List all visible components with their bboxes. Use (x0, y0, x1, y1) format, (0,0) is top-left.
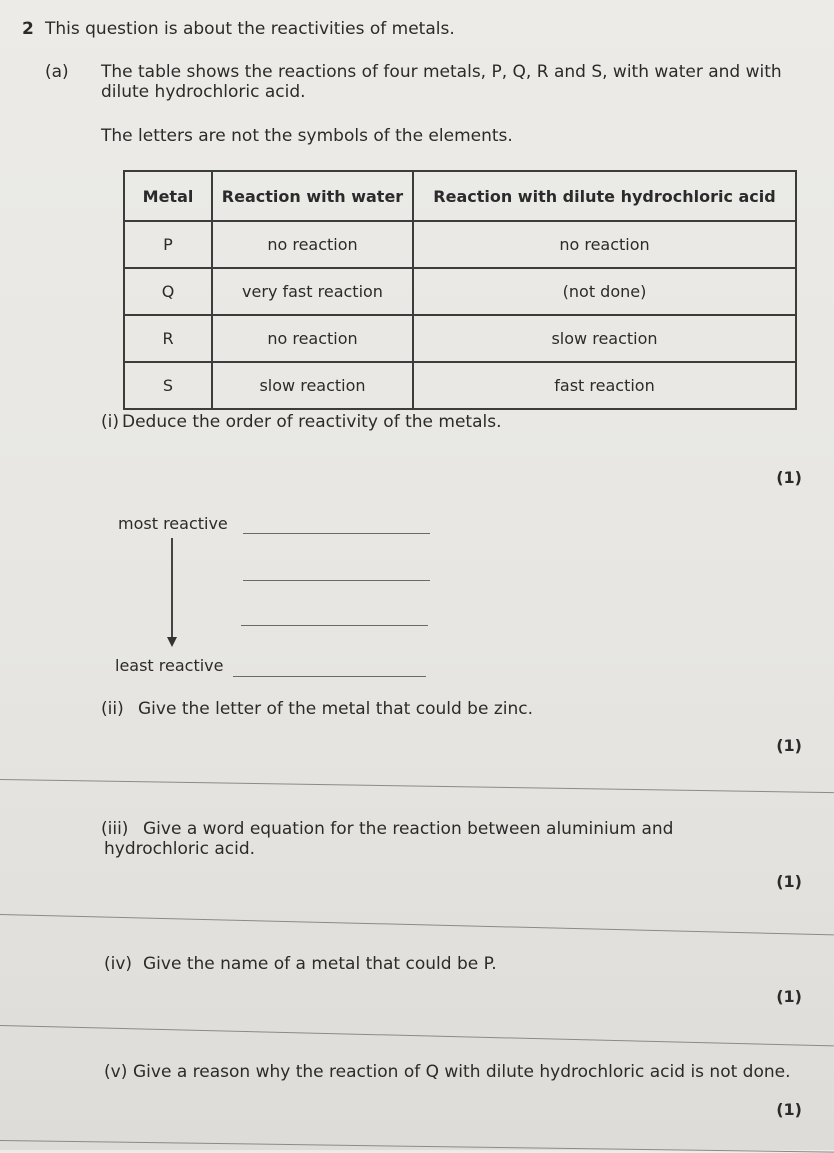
order-answer-line-3[interactable] (241, 625, 428, 626)
header-acid: Reaction with dilute hydrochloric acid (413, 171, 796, 221)
question-number: 2 (22, 19, 34, 39)
table-row (124, 362, 796, 409)
cell-water: no reaction (212, 315, 413, 362)
table-header-row (124, 171, 796, 221)
part-a-label: (a) (45, 62, 69, 82)
order-answer-line-2[interactable] (243, 580, 430, 581)
cell-metal: P (124, 221, 212, 268)
cell-water: slow reaction (212, 362, 413, 409)
part-v-label: (v) (104, 1062, 128, 1082)
table-row (124, 315, 796, 362)
cell-acid: slow reaction (413, 315, 796, 362)
least-reactive-label: least reactive (115, 656, 224, 675)
part-a-text-line2: dilute hydrochloric acid. (101, 82, 306, 102)
part-i-label: (i) (101, 412, 119, 432)
table-note: The letters are not the symbols of the elements. (101, 126, 513, 146)
part-iv-answer-line[interactable] (0, 1025, 834, 1046)
part-iv-question: Give the name of a metal that could be P. (143, 954, 497, 974)
part-iv-label: (iv) (104, 954, 133, 974)
table-row (124, 221, 796, 268)
cell-acid: (not done) (413, 268, 796, 315)
order-answer-line-4[interactable] (233, 676, 426, 677)
reactions-table (123, 170, 797, 410)
cell-metal: R (124, 315, 212, 362)
order-answer-line-1[interactable] (243, 533, 430, 534)
cell-water: very fast reaction (212, 268, 413, 315)
reactivity-arrow-icon (160, 534, 184, 650)
cell-acid: no reaction (413, 221, 796, 268)
cell-metal: Q (124, 268, 212, 315)
part-a-text-line1: The table shows the reactions of four metals, P, Q, R and S, with water and with (101, 62, 782, 82)
part-i-marks: (1) (776, 468, 802, 487)
part-iii-question-line2: hydrochloric acid. (104, 839, 256, 859)
part-ii-question: Give the letter of the metal that could be zinc. (138, 699, 534, 719)
part-ii-label: (ii) (101, 699, 124, 719)
cell-metal: S (124, 362, 212, 409)
cell-water: no reaction (212, 221, 413, 268)
part-ii-answer-line[interactable] (0, 779, 834, 793)
cell-acid: fast reaction (413, 362, 796, 409)
part-iii-label: (iii) (101, 819, 129, 839)
part-iii-question-line1: Give a word equation for the reaction between aluminium and (143, 819, 674, 839)
table-row (124, 268, 796, 315)
part-i-question: Deduce the order of reactivity of the metals. (122, 412, 502, 432)
part-iii-marks: (1) (776, 872, 802, 891)
part-ii-marks: (1) (776, 736, 802, 755)
header-metal: Metal (124, 171, 212, 221)
part-iii-answer-line[interactable] (0, 914, 834, 935)
part-v-answer-line[interactable] (0, 1140, 834, 1153)
part-v-marks: (1) (776, 1100, 802, 1119)
most-reactive-label: most reactive (118, 514, 228, 533)
question-intro: This question is about the reactivities of metals. (45, 19, 455, 39)
header-water: Reaction with water (212, 171, 413, 221)
part-v-question: Give a reason why the reaction of Q with dilute hydrochloric acid is not done. (133, 1062, 791, 1082)
part-iv-marks: (1) (776, 987, 802, 1006)
